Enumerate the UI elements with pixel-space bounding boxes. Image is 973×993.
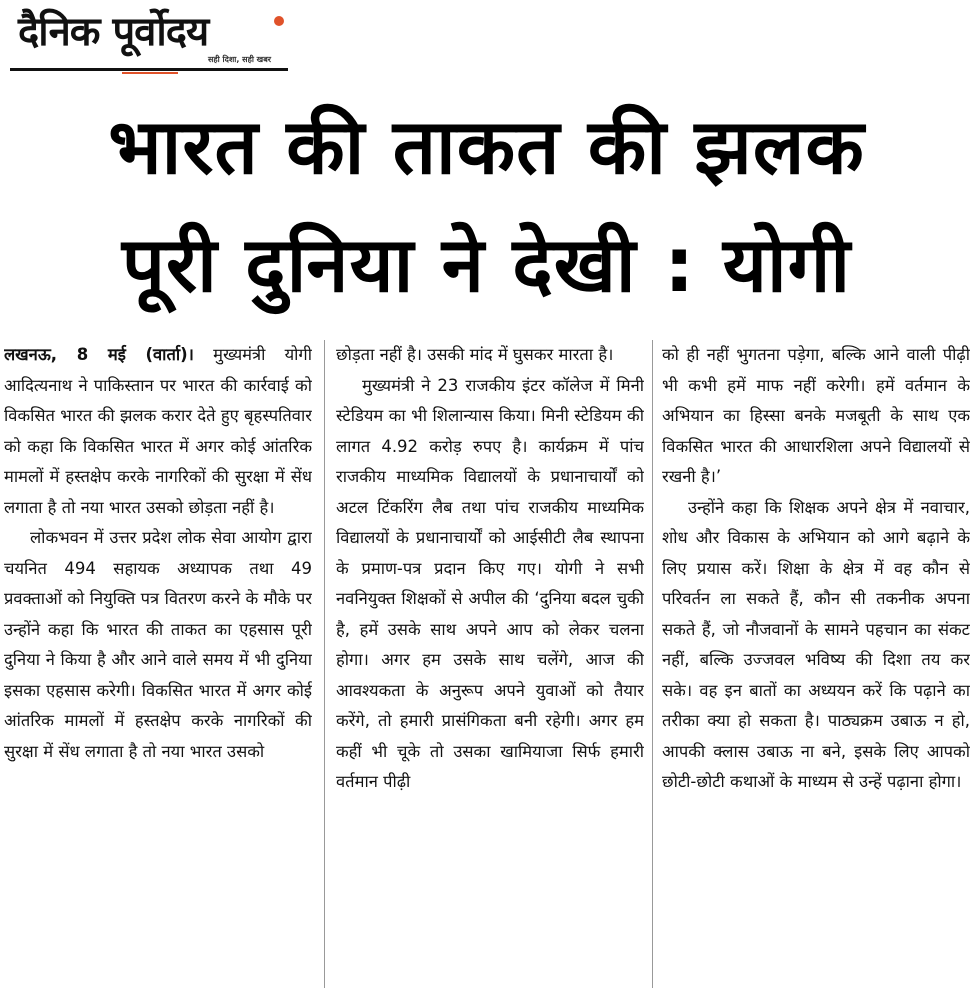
article-paragraph — [4, 340, 312, 523]
dateline: लखनऊ, 8 मई (वार्ता)। — [4, 345, 194, 364]
article-paragraph: मुख्यमंत्री ने 23 राजकीय इंटर कॉलेज में मिनी स्टेडियम का भी शिलान्यास किया। मिनी स्टेडियम की लागत 4.92 करोड़ रुपए है। कार्यक्रम में पांच राजकीय माध्यमिक विद्यालयों के प्रधानाचार्यों को अटल टिंकरिंग लैब तथा पांच राजकीय माध्यमिक विद्यालयों के प्रधानाचार्यों को आईसीटी लैब स्थापना के प्रमाण-पत्र प्रदान किए गए। योगी ने सभी नवनियुक्त शिक्षकों से अपील की ‘दुनिया बदल चुकी है, हमें उसके साथ अपने आप को लेकर चलना होगा। अगर हम उसके साथ चलेंगे, आज की आवश्यकता के अनुरूप अपने युवाओं को तैयार करेंगे, तो हमारी प्रासंगिकता बनी रहेगी। अगर हम कहीं भी चूके तो उसका खामियाजा सिर्फ हमारी वर्तमान पीढ़ी — [336, 375, 644, 791]
article-paragraph: उन्होंने कहा कि शिक्षक अपने क्षेत्र में नवाचार, शोध और विकास के अभियान को आगे बढ़ाने के लिए प्रयास करें। शिक्षा के क्षेत्र में वह कौन से परिवर्तन ला सकते हैं, कौन सी तकनीक अपना सकते हैं, जो नौजवानों के सामने पहचान का संकट नहीं, बल्कि उज्जवल भविष्य की दिशा तय कर सके। वह इन बातों का अध्ययन करें कि पढ़ाने का तरीका क्या हो सकता है। पाठ्यक्रम उबाऊ न हो, आपकी क्लास उबाऊ ना बने, इसके लिए आपको छोटी-छोटी कथाओं के माध्यम से उन्हें पढ़ाना होगा। — [662, 497, 970, 791]
article-column-3 — [662, 340, 970, 988]
logo-dot-icon — [274, 16, 284, 26]
column-divider — [324, 340, 325, 988]
article-body — [4, 340, 970, 988]
headline-line-1: भारत की ताकत की झलक — [108, 102, 865, 191]
column-divider — [652, 340, 653, 988]
article-paragraph: को ही नहीं भुगतना पड़ेगा, बल्कि आने वाली पीढ़ी भी कभी हमें माफ नहीं करेगी। हमें वर्तमान के अभियान का हिस्सा बनके मजबूती के साथ एक विकसित भारत की आधारशिला अपने विद्यालयों से रखनी है।’ — [662, 345, 970, 486]
masthead — [10, 8, 288, 74]
tagline: सही दिशा, सही खबर — [208, 55, 272, 64]
masthead-accent-rule — [122, 72, 178, 74]
headline-line-2: पूरी दुनिया ने देखी : योगी — [121, 220, 852, 309]
paragraph-text: मुख्यमंत्री योगी आदित्यनाथ ने पाकिस्तान पर भारत की कार्रवाई को विकसित भारत की झलक करार देते हुए बृहस्पतिवार को कहा कि विकसित भारत में अगर कोई आंतरिक मामलों में हस्तक्षेप करके नागरिकों की सुरक्षा में सेंध लगाता है तो नया भारत उसको छोड़ता नहीं है। — [4, 345, 312, 517]
headline — [14, 88, 959, 324]
article-paragraph: लोकभवन में उत्तर प्रदेश लोक सेवा आयोग द्वारा चयनित 494 सहायक अध्यापक तथा 49 प्रवक्ताओं को नियुक्ति पत्र वितरण करने के मौके पर उन्होंने कहा कि भारत की ताकत का एहसास पूरी दुनिया ने किया है और आने वाले समय में भी दुनिया इसका एहसास करेगी। विकसित भारत में अगर कोई आंतरिक मामलों में हस्तक्षेप करके नागरिकों की सुरक्षा में सेंध लगाता है तो नया भारत उसको — [4, 528, 312, 761]
article-column-1 — [4, 340, 312, 988]
article-column-2 — [336, 340, 644, 988]
newspaper-logo: दैनिक पूर्वोदय — [18, 9, 209, 55]
article-paragraph: छोड़ता नहीं है। उसकी मांद में घुसकर मारता है। — [336, 345, 614, 364]
masthead-rule — [10, 68, 288, 71]
